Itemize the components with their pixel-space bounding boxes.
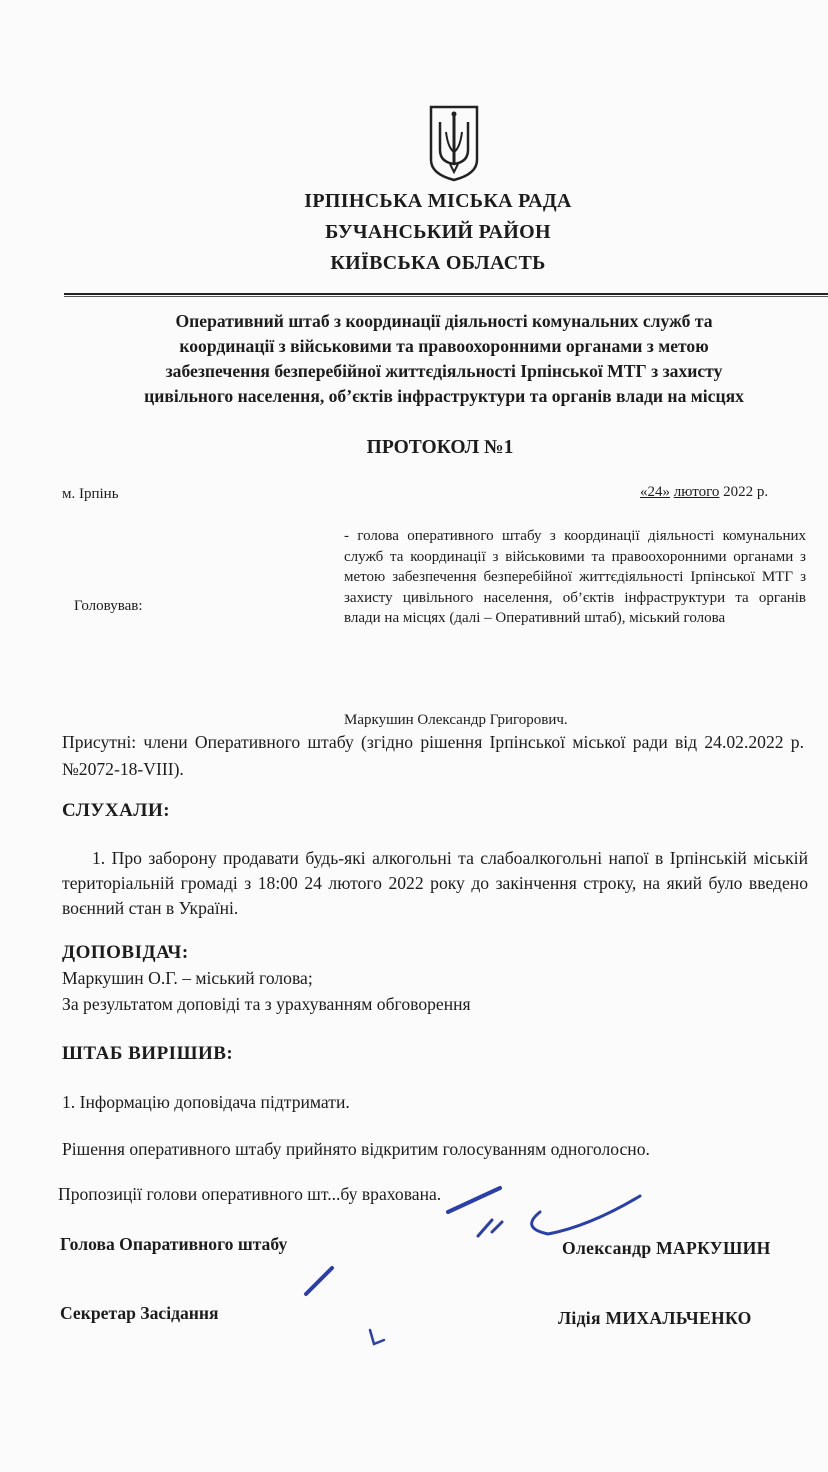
signature-role-secretary: Секретар Засідання: [60, 1303, 219, 1323]
proposals-note: Пропозиції голови оперативного шт...бу врахована.: [58, 1184, 442, 1204]
decision-vote: Рішення оперативного штабу прийнято відкритим голосуванням одноголосно.: [62, 1139, 650, 1159]
reporter-name: Маркушин О.Г. – міський голова;: [62, 968, 313, 988]
date-day: «24»: [640, 484, 670, 500]
trident-emblem-icon: [428, 104, 480, 182]
headquarters-title-line2: координації з військовими та правоохоронними органами з метою: [179, 336, 709, 356]
header-divider: [64, 293, 828, 295]
chair-label: Головував:: [74, 598, 143, 614]
head-signature-stroke-3: [532, 1196, 640, 1234]
protocol-title: ПРОТОКОЛ №1: [366, 437, 514, 458]
signature-name-head: Олександр МАРКУШИН: [562, 1238, 771, 1258]
protocol-date: [640, 484, 768, 501]
signature-name-secretary: Лідія МИХАЛЬЧЕНКО: [558, 1308, 752, 1328]
headquarters-title-line4: цивільного населення, об’єктів інфраструктури та органів влади на місцях: [144, 386, 744, 406]
secretary-signature-stroke-1: [306, 1268, 332, 1294]
org-name-line1: ІРПІНСЬКА МІСЬКА РАДА: [304, 190, 572, 212]
present-members: Присутні: члени Оперативного штабу (згідно рішення Ірпінської міської ради від 24.02.2022 р. №2072-18-VIII).: [62, 732, 804, 779]
heard-heading: СЛУХАЛИ:: [62, 800, 171, 821]
decided-heading: ШТАБ ВИРІШИВ:: [62, 1043, 234, 1064]
headquarters-title-line3: забезпечення безперебійної життєдіяльності Ірпінської МТГ з захисту: [165, 361, 723, 381]
org-name-line2: БУЧАНСЬКИЙ РАЙОН: [325, 221, 551, 243]
chair-name: Маркушин Олександр Григорович.: [344, 712, 568, 728]
headquarters-title: [84, 309, 804, 409]
headquarters-title-line1: Оперативний штаб з координації діяльності комунальних служб та: [175, 311, 713, 331]
heard-item-1: 1. Про заборону продавати будь-які алкогольні та слабоалкогольні напої в Ірпінській міській територіальній громаді з 18:00 24 лютого 2022 року до закінчення строку, на який було введено воєнний стан в Україні.: [62, 848, 808, 918]
org-name-line3: КИЇВСЬКА ОБЛАСТЬ: [330, 252, 546, 274]
reporter-result: За результатом доповіді та з урахуванням обговорення: [62, 994, 471, 1014]
head-signature-stroke-1: [448, 1188, 500, 1212]
reporter-heading: ДОПОВІДАЧ:: [62, 942, 189, 963]
secretary-signature-stroke-2: [370, 1330, 384, 1344]
header-divider-thin: [64, 296, 828, 297]
decided-item-1: 1. Інформацію доповідача підтримати.: [62, 1092, 350, 1112]
signature-role-head: Голова Опаративного штабу: [60, 1234, 288, 1254]
date-year: 2022 р.: [723, 484, 769, 500]
date-month: лютого: [673, 484, 720, 500]
head-signature-stroke-2: [478, 1220, 502, 1236]
chair-description: - голова оперативного штабу з координації діяльності комунальних служб та координації з військовими та правоохоронними органами з метою забезпечення безперебійної життєдіяльності Ірпінської МТГ з захисту цивільного населення, об’єктів інфраструктури та органів влади на місцях (далі – Оперативний штаб), міський голова: [344, 528, 806, 626]
protocol-place: м. Ірпінь: [62, 486, 119, 502]
